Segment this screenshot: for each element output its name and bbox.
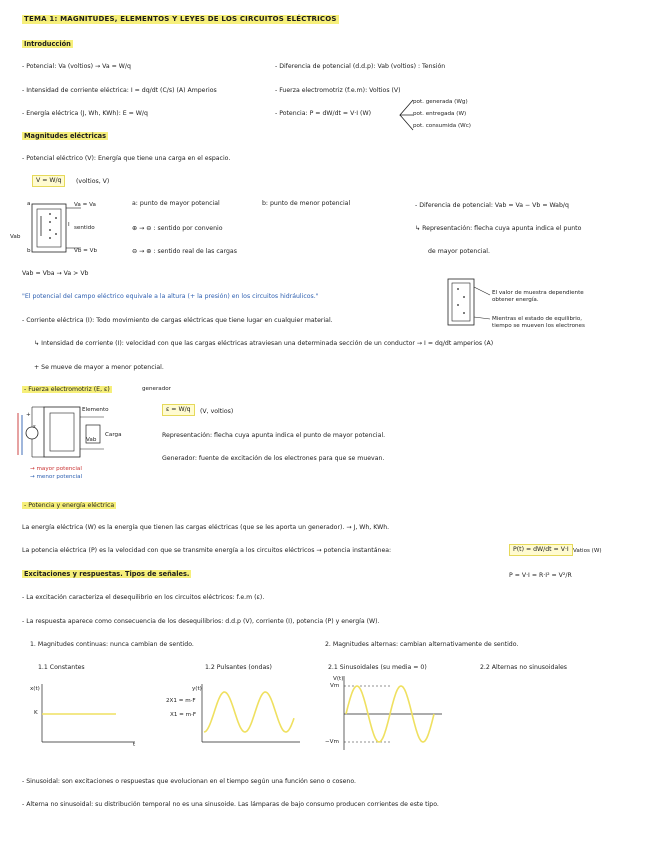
formula-v-text: V = W/q (36, 177, 62, 184)
graph-pulsante (188, 682, 308, 752)
sub-constantes: 1.1 Constantes (38, 664, 85, 671)
brace-item-entregada: pot. entregada (W) (413, 111, 467, 117)
section-heading-magnitudes: Magnitudes eléctricas (24, 132, 107, 140)
graph-constant (30, 682, 140, 752)
intensidad-line-2: + Se mueve de mayor a menor potencial. (34, 364, 164, 371)
energia-line: La energía eléctrica (W) es la energía que tienen las cargas eléctricas (que se les aporta un generador). → J, Wh, KWh. (22, 524, 390, 531)
label-i: I (68, 222, 70, 228)
corriente-line: - Corriente eléctrica (I): Todo movimiento de cargas eléctricas que tiene lugar en cualquier material. (22, 317, 333, 324)
potencia-line: La potencia eléctrica (P) es la velocidad con que se transmite energía a los circuitos eléctricos → potencia instantánea: (22, 547, 392, 554)
representacion-1: ↳ Representación: flecha cuya apunta indica el punto (415, 225, 582, 232)
potencia-formula-text: P(t) = dW/dt = V·I (513, 546, 569, 553)
g2-ylabel: y(t) (192, 686, 202, 692)
quote-text: "El potencial del campo eléctrico equivale a la altura (+ la presión) en los circuitos hidráulicos." (22, 293, 319, 300)
type-continuas: 1. Magnitudes continuas: nunca cambian de sentido. (30, 641, 194, 648)
section-heading-excitaciones: Excitaciones y respuestas. Tipos de señales. (24, 570, 190, 578)
label-sentido: sentido (74, 225, 95, 231)
intensidad-line: ↳ Intensidad de corriente (I): velocidad con que las cargas eléctricas atraviesan una determinada sección de un conductor → I = dq/dt amperios (A) (34, 340, 494, 347)
sentido-convenio: ⊕ → ⊖ : sentido por convenio (132, 225, 223, 232)
fem-generador: Generador: fuente de excitación de los electrones para que se muevan. (162, 455, 385, 462)
sub-sinusoidales: 2.1 Sinusoidales (su media = 0) (328, 664, 427, 671)
side-note-2b: tiempo se mueven los electrones (492, 323, 585, 329)
legend-mayor: → mayor potencial (30, 466, 82, 472)
vab-relation: Vab = Vba → Va > Vb (22, 270, 89, 277)
diferencia-potencial: - Diferencia de potencial: Vab = Va − Vb = Wab/q (415, 202, 569, 209)
g1-xlabel: t (133, 742, 136, 748)
g1-ylabel: x(t) (30, 686, 40, 692)
potencia-alt: P = V·I = R·I² = V²/R (509, 572, 572, 579)
page-title: TEMA 1: MAGNITUDES, ELEMENTOS Y LEYES DE LOS CIRCUITOS ELÉCTRICOS (24, 15, 337, 23)
brace-item-generada: pot. generada (Wg) (413, 99, 468, 105)
type-alternas: 2. Magnitudes alternas: cambian alternativamente de sentido. (325, 641, 519, 648)
graph-pulsante-curve (204, 692, 294, 732)
label-vab: Vab (10, 234, 21, 240)
fem-note: generador (142, 386, 171, 392)
fem-diag-carga: Carga (105, 432, 122, 438)
sentido-real: ⊖ → ⊕ : sentido real de las cargas (132, 248, 237, 255)
intro-intensidad: - Intensidad de corriente eléctrica: I = dq/dt (C/s) (A) Amperios (22, 87, 217, 94)
side-note-2: Mientras el estado de equilibrio, (492, 316, 583, 322)
g2-top: 2X1 = m·F (166, 698, 196, 704)
element-diagram-2-icon (444, 277, 494, 329)
formula-v (32, 175, 65, 187)
intro-diferencia: - Diferencia de potencial (d.d.p): Vab (voltios) : Tensión (275, 63, 446, 70)
potencia-heading-text: - Potencia y energía eléctrica (24, 502, 115, 509)
potencia-heading (22, 502, 116, 510)
sinusoidal-line: - Sinusoidal: son excitaciones o respuestas que evolucionan en el tiempo según una función seno o coseno. (22, 778, 356, 785)
intro-potencia: - Potencia: P = dW/dt = V·I (W) (275, 110, 372, 117)
excitacion-line: - La excitación caracteriza el desequilibrio en los circuitos eléctricos: f.e.m (ε). (22, 594, 265, 601)
label-a: a (27, 201, 31, 207)
intro-fuerza: - Fuerza electromotriz (f.e.m): Voltios (V) (275, 87, 401, 94)
label-vb: Vb = Vb (74, 248, 97, 254)
label-b: b (27, 248, 31, 254)
fem-diag-v: Vab (86, 437, 97, 443)
alterna-line: - Alterna no sinusoidal: su distribución temporal no es una sinusoide. Las lámparas de bajo consumo producen corrientes de este tipo. (22, 801, 439, 808)
label-va: Va = Va (74, 202, 96, 208)
fem-diag-e: ε (33, 424, 37, 430)
respuesta-line: - La respuesta aparece como consecuencia de los desequilibrios: d.d.p (V), corriente (I), potencia (P) y energía (W). (22, 618, 380, 625)
fem-diag-elem: Elemento (82, 407, 109, 413)
fem-unit: (V, voltios) (200, 408, 234, 415)
g3-top: Vm (330, 683, 340, 689)
fem-heading-text: - Fuerza electromotriz (E, ε) (24, 386, 110, 393)
fem-heading (22, 386, 112, 394)
potencia-unit: Vatios (W) (573, 548, 602, 554)
punto-mayor: a: punto de mayor potencial (132, 200, 220, 207)
section-heading-introduccion: Introducción (24, 40, 71, 48)
side-note-1b: obtener energía. (492, 297, 539, 303)
intro-potencial: - Potencial: Va (voltios) → Va = W/q (22, 63, 131, 70)
legend-menor: → menor potencial (30, 474, 83, 480)
intro-energia: - Energía eléctrica (J, Wh, KWh): E = W/q (22, 110, 148, 117)
representacion-2: de mayor potencial. (428, 248, 490, 255)
sub-no-sinusoidales: 2.2 Alternas no sinusoidales (480, 664, 567, 671)
g1-level: K (34, 710, 38, 716)
potencial-line: - Potencial eléctrico (V): Energía que tiene una carga en el espacio. (22, 155, 231, 162)
side-note-1: El valor de muestra dependiente (492, 290, 584, 296)
potencia-formula-box (509, 544, 573, 556)
brace-item-consumida: pot. consumida (Wc) (413, 123, 471, 129)
g3-ylabel: V(t) (333, 676, 344, 682)
fem-formula-text: ε = W/q (166, 406, 191, 413)
fem-diag-plus: + (26, 412, 31, 418)
graph-sinusoidal (330, 674, 450, 754)
formula-v-unit: (voltios, V) (76, 178, 110, 185)
brace-icon (396, 98, 416, 134)
fem-representacion: Representación: flecha cuya apunta indica el punto de mayor potencial. (162, 432, 386, 439)
punto-menor: b: punto de menor potencial (262, 200, 351, 207)
g2-mid: X1 = m·F (170, 712, 197, 718)
sub-pulsantes: 1.2 Pulsantes (ondas) (205, 664, 272, 671)
g3-bottom: −Vm (325, 739, 339, 745)
fem-formula-box (162, 404, 195, 416)
